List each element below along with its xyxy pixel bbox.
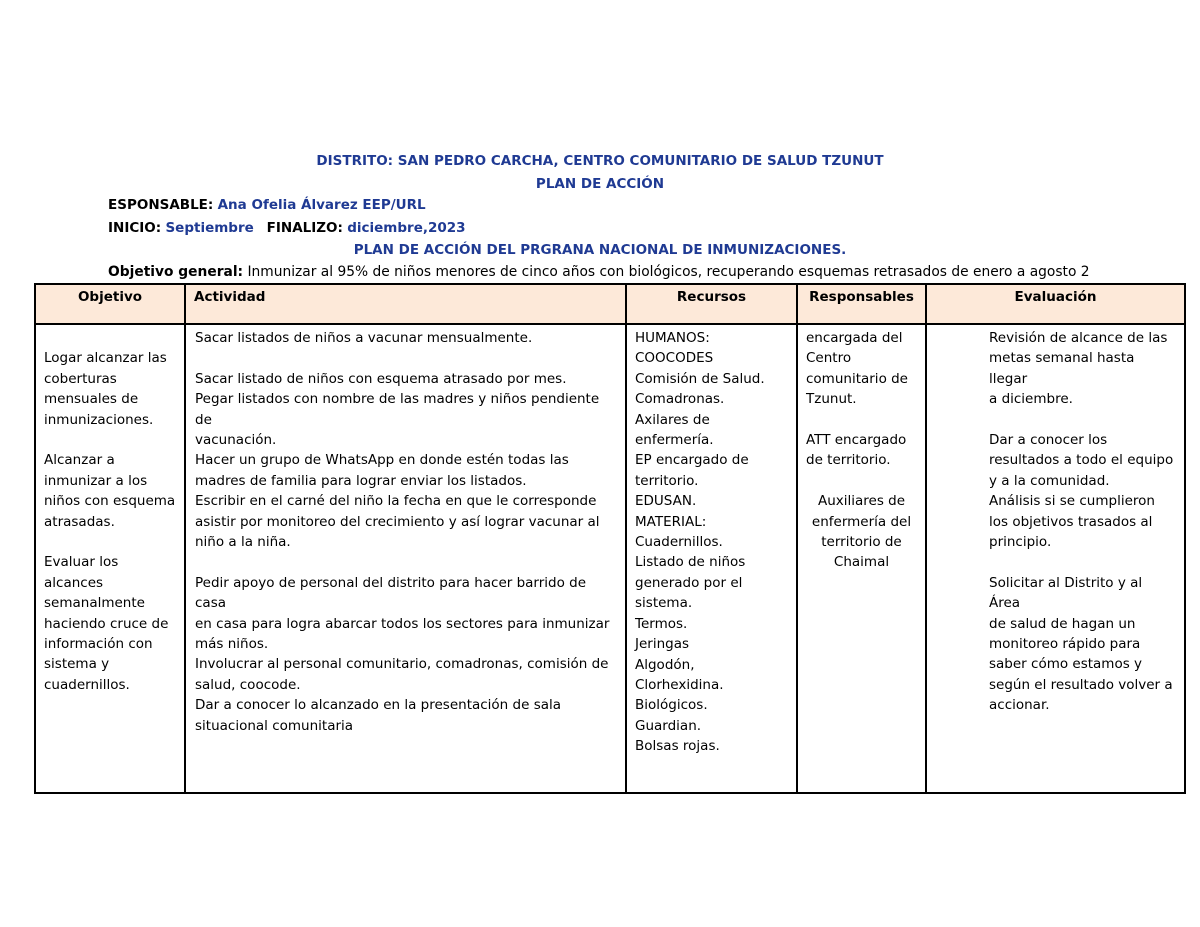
cell-text-line: COOCODES xyxy=(635,350,714,367)
objective-label: Objetivo general: xyxy=(108,264,244,280)
cell-text-line: inmunizaciones. xyxy=(44,411,154,428)
inicio-value: Septiembre xyxy=(165,220,254,236)
cell-text-line: metas semanal hasta llegar xyxy=(989,350,1135,387)
cell-text-line: saber cómo estamos y xyxy=(989,656,1143,673)
cell-text-line xyxy=(44,532,176,552)
cell-text-line: monitoreo rápido para xyxy=(989,636,1141,653)
actividad-cell xyxy=(185,324,626,793)
cell-text-line: Listado de niños xyxy=(635,554,746,571)
cell-text-line: sistema. xyxy=(635,595,693,612)
cell-text-line: generado por el xyxy=(635,574,743,591)
cell-text-line: de territorio. xyxy=(806,452,891,469)
responsable-value: Ana Ofelia Álvarez EEP/URL xyxy=(217,197,426,213)
cell-text-line: situacional comunitaria xyxy=(195,717,354,734)
cell-text-line: coberturas xyxy=(44,370,117,387)
cell-text-line: enfermería del xyxy=(811,513,912,530)
cell-text-line: Análisis si se cumplieron xyxy=(989,493,1155,510)
cell-text-line: Logar alcanzar las xyxy=(44,350,167,367)
col-header-actividad: Actividad xyxy=(185,284,626,324)
cell-text-line: Jeringas xyxy=(635,636,690,653)
cell-text-line: resultados a todo el equipo xyxy=(989,452,1174,469)
cell-text-line: Comadronas. xyxy=(635,391,725,408)
cell-text-line: principio. xyxy=(989,534,1052,551)
cell-text-line: Escribir en el carné del niño la fecha en que le corresponde xyxy=(195,493,597,510)
cell-text-line: Hacer un grupo de WhatsApp en donde estén todas las xyxy=(195,452,569,469)
cell-text-line: semanalmente xyxy=(44,595,145,612)
objective-line xyxy=(108,264,1090,280)
cell-text-line: MATERIAL: xyxy=(635,513,707,530)
finalizo-label: FINALIZO: xyxy=(266,220,343,236)
cell-text-line: accionar. xyxy=(989,697,1050,714)
district-title: DISTRITO: SAN PEDRO CARCHA, CENTRO COMUNITARIO DE SALUD TZUNUT xyxy=(316,153,884,169)
action-plan-table xyxy=(34,283,1186,794)
cell-text-line: atrasadas. xyxy=(44,513,115,530)
cell-text-line: Pegar listados con nombre de las madres y niños pendiente de xyxy=(195,391,600,428)
cell-text-line: a diciembre. xyxy=(989,391,1073,408)
cell-text-line xyxy=(989,410,1176,430)
col-header-evaluacion: Evaluación xyxy=(926,284,1185,324)
dates-line xyxy=(108,220,466,236)
cell-text-line: Clorhexidina. xyxy=(635,676,724,693)
cell-text-line: ATT encargado xyxy=(806,432,907,449)
cell-text-line: Biológicos. xyxy=(635,697,708,714)
cell-text-line: Auxiliares de xyxy=(817,493,906,510)
objetivo-cell xyxy=(35,324,185,793)
cell-text-line: Axilares de xyxy=(635,411,710,428)
table-header-row xyxy=(35,284,1185,324)
cell-text-line: Sacar listados de niños a vacunar mensualmente. xyxy=(195,330,533,346)
cell-text-line: Sacar listado de niños con esquema atrasado por mes. xyxy=(195,370,567,387)
responsable-label: ESPONSABLE: xyxy=(108,197,214,213)
cell-text-line: en casa para logra abarcar todos los sectores para inmunizar xyxy=(195,615,610,632)
cell-text-line: inmunizar a los xyxy=(44,472,148,489)
responsable-line xyxy=(108,197,426,213)
cell-text-line: Guardian. xyxy=(635,717,702,734)
cell-text-line: según el resultado volver a xyxy=(989,676,1173,693)
table-row xyxy=(35,324,1185,793)
cell-text-line: Centro xyxy=(806,350,852,367)
objective-text: Inmunizar al 95% de niños menores de cinco años con biológicos, recuperando esquemas retrasados de enero a agosto 2 xyxy=(247,264,1090,280)
cell-text-line: niños con esquema xyxy=(44,493,176,510)
cell-text-line: EP encargado de xyxy=(635,452,749,469)
cell-text-line: Bolsas rojas. xyxy=(635,738,720,755)
responsables-center xyxy=(806,491,917,573)
recursos-cell xyxy=(626,324,797,793)
cell-text-line: vacunación. xyxy=(195,432,277,449)
cell-text-line: más niños. xyxy=(195,636,269,653)
cell-text-line: Dar a conocer los xyxy=(989,432,1108,449)
cell-text-line: territorio. xyxy=(635,472,699,489)
cell-text-line: salud, coocode. xyxy=(195,676,301,693)
cell-text-line: Evaluar los alcances xyxy=(44,554,119,591)
cell-text-line: encargada del xyxy=(806,330,903,346)
cell-text-line: Involucrar al personal comunitario, comadronas, comisión de xyxy=(195,656,609,673)
cell-text-line: haciendo cruce de xyxy=(44,615,169,632)
cell-text-line: cuadernillos. xyxy=(44,676,130,693)
cell-text-line xyxy=(806,471,917,491)
col-header-objetivo: Objetivo xyxy=(35,284,185,324)
responsables-cell xyxy=(797,324,926,793)
cell-text-line: HUMANOS: xyxy=(635,330,710,346)
plan-title: PLAN DE ACCIÓN xyxy=(535,176,665,192)
cell-text-line: y a la comunidad. xyxy=(989,472,1110,489)
cell-text-line: de salud de hagan un xyxy=(989,615,1136,632)
cell-text-line: los objetivos trasados al xyxy=(989,513,1153,530)
cell-text-line: Chaimal xyxy=(833,554,890,571)
cell-text-line: Pedir apoyo de personal del distrito para hacer barrido de casa xyxy=(195,574,587,612)
cell-text-line: Solicitar al Distrito y al Área xyxy=(989,574,1143,612)
inicio-label: INICIO: xyxy=(108,220,162,236)
cell-text-line: Algodón, xyxy=(635,656,695,673)
responsables-left xyxy=(806,328,917,491)
cell-text-line: Dar a conocer lo alcanzado en la presentación de sala xyxy=(195,697,562,714)
cell-text-line: asistir por monitoreo del crecimiento y así lograr vacunar al xyxy=(195,513,600,530)
cell-text-line: madres de familia para lograr enviar los listados. xyxy=(195,472,527,489)
cell-text-line: EDUSAN. xyxy=(635,493,697,510)
evaluacion-cell xyxy=(926,324,1185,793)
cell-text-line: comunitario de xyxy=(806,370,908,387)
cell-text-line xyxy=(195,348,617,368)
cell-text-line: niño a la niña. xyxy=(195,534,291,551)
cell-text-line xyxy=(806,410,917,430)
finalizo-value: diciembre,2023 xyxy=(347,220,466,236)
cell-text-line: Alcanzar a xyxy=(44,452,115,469)
col-header-recursos: Recursos xyxy=(626,284,797,324)
cell-text-line: enfermería. xyxy=(635,432,714,449)
cell-text-line: Cuadernillos. xyxy=(635,534,723,551)
cell-text-line xyxy=(989,552,1176,572)
cell-text-line: Revisión de alcance de las xyxy=(989,330,1168,346)
cell-text-line: información con xyxy=(44,636,153,653)
cell-text-line xyxy=(44,328,176,348)
program-title: PLAN DE ACCIÓN DEL PRGRANA NACIONAL DE INMUNIZACIONES. xyxy=(353,242,847,258)
col-header-responsables: Responsables xyxy=(797,284,926,324)
cell-text-line: mensuales de xyxy=(44,391,139,408)
cell-text-line: sistema y xyxy=(44,656,110,673)
cell-text-line: territorio de xyxy=(821,534,902,551)
cell-text-line xyxy=(195,552,617,572)
cell-text-line: Termos. xyxy=(635,615,688,632)
cell-text-line: Tzunut. xyxy=(806,391,857,408)
cell-text-line: Comisión de Salud. xyxy=(635,370,765,387)
cell-text-line xyxy=(44,430,176,450)
